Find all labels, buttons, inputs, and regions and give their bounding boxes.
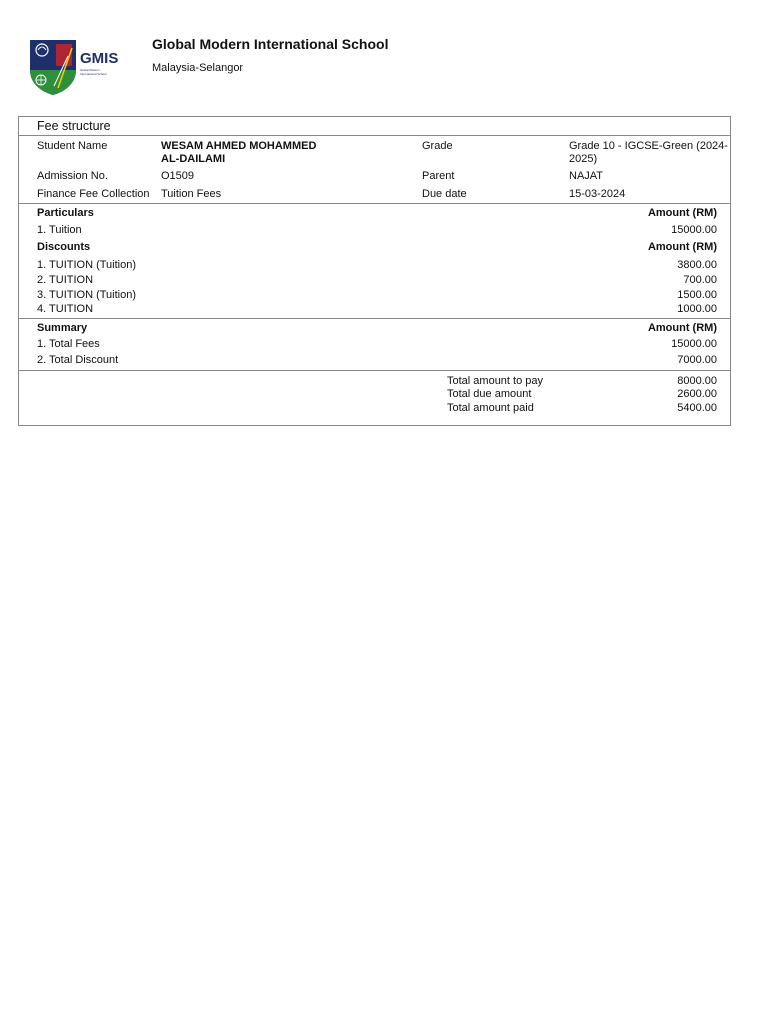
parent-label: Parent [422, 170, 455, 182]
grade-line2: 2025) [569, 153, 598, 165]
due-date-value: 15-03-2024 [569, 188, 626, 200]
divider [19, 135, 730, 136]
school-logo [28, 36, 128, 96]
total-paid-value: 5400.00 [677, 402, 717, 414]
discount-label: 3. TUITION (Tuition) [37, 289, 137, 301]
summary-label: 2. Total Discount [37, 354, 119, 366]
total-to-pay-value: 8000.00 [677, 375, 717, 387]
admission-label: Admission No. [37, 170, 108, 182]
discount-label: 2. TUITION [37, 274, 94, 286]
discounts-amount-heading: Amount (RM) [647, 241, 717, 253]
discount-label: 1. TUITION (Tuition) [37, 259, 137, 271]
discount-amount: 700.00 [683, 274, 717, 286]
discount-amount: 3800.00 [677, 259, 717, 271]
discounts-heading: Discounts [37, 241, 91, 253]
student-name-label: Student Name [37, 140, 108, 152]
summary-label: 1. Total Fees [37, 338, 100, 350]
school-location: Malaysia-Selangor [152, 62, 244, 74]
student-name-line2: AL-DAILAMI [161, 153, 226, 165]
discount-amount: 1000.00 [677, 303, 717, 315]
grade-label: Grade [422, 140, 453, 152]
total-due-value: 2600.00 [677, 388, 717, 400]
particular-amount: 15000.00 [671, 224, 717, 236]
student-name-line1: WESAM AHMED MOHAMMED [161, 140, 317, 152]
admission-value: O1509 [161, 170, 195, 182]
particulars-heading: Particulars [37, 207, 94, 219]
discount-label: 4. TUITION [37, 303, 94, 315]
summary-heading: Summary [37, 322, 88, 334]
total-paid-label: Total amount paid [447, 402, 534, 414]
collection-value: Tuition Fees [161, 188, 222, 200]
total-to-pay-label: Total amount to pay [447, 375, 544, 387]
fee-structure-title: Fee structure [37, 119, 111, 133]
fee-structure-box [18, 116, 731, 426]
svg-text:International School: International School [80, 72, 107, 76]
discount-amount: 1500.00 [677, 289, 717, 301]
school-name: Global Modern International School [152, 36, 389, 52]
particulars-amount-heading: Amount (RM) [647, 207, 717, 219]
divider [19, 203, 730, 204]
grade-line1: Grade 10 - IGCSE-Green (2024- [569, 140, 728, 152]
svg-text:Global Modern: Global Modern [80, 68, 100, 72]
svg-text:GMIS: GMIS [80, 50, 119, 67]
particular-label: 1. Tuition [37, 224, 82, 236]
school-header [28, 36, 748, 100]
divider [19, 318, 730, 319]
divider [19, 370, 730, 371]
summary-amount: 7000.00 [677, 354, 717, 366]
parent-value: NAJAT [569, 170, 604, 182]
summary-amount-heading: Amount (RM) [647, 322, 717, 334]
total-due-label: Total due amount [447, 388, 532, 400]
summary-amount: 15000.00 [671, 338, 717, 350]
collection-label: Finance Fee Collection [37, 188, 150, 200]
due-date-label: Due date [422, 188, 467, 200]
